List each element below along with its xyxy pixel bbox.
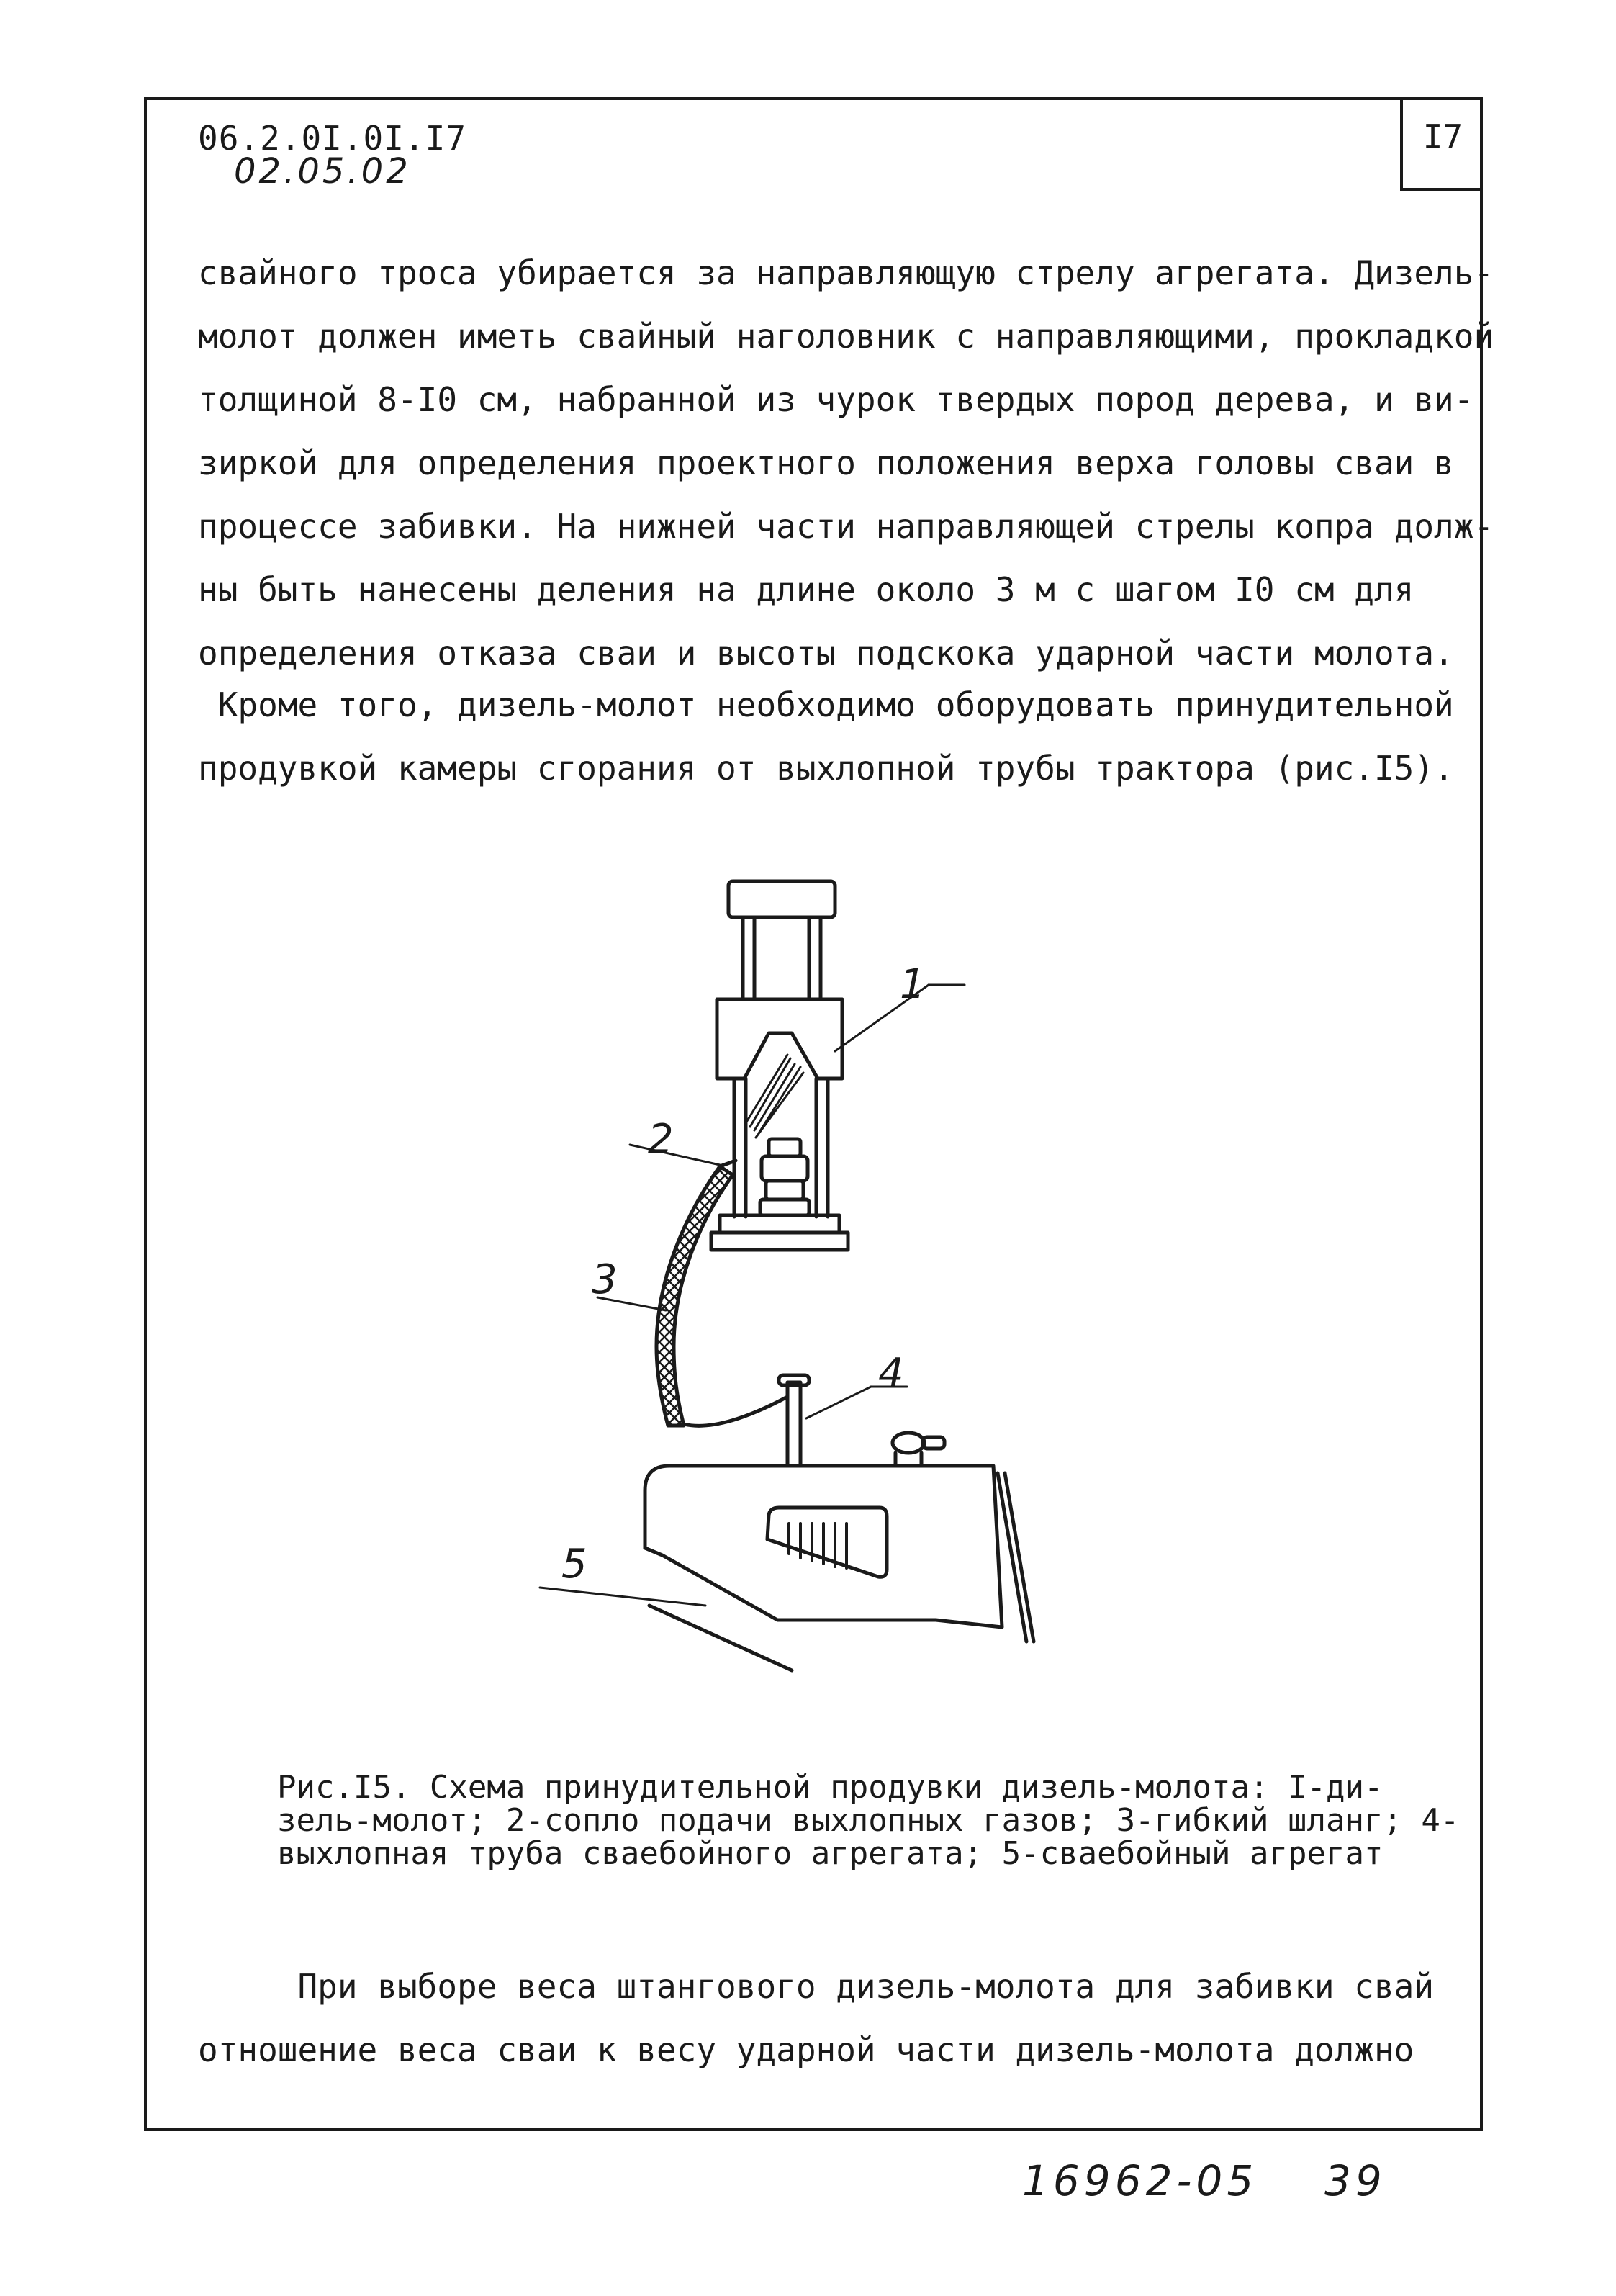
figure-label-4: 4 (878, 1350, 904, 1397)
text-line: зиркой для определения проектного положения верха головы сваи в (198, 444, 1454, 482)
cylinder-part (769, 1139, 800, 1156)
exhaust-pipe-cap (779, 1375, 809, 1385)
figure-label-3: 3 (592, 1256, 618, 1303)
document-code: 06.2.0I.0I.I7 (198, 119, 467, 158)
figure-label-1: 1 (900, 961, 926, 1008)
caption-line: Рис.I5. Схема принудительной продувки дизель-молота: I-ди- (277, 1769, 1383, 1806)
text-line: ны быть нанесены деления на длине около 3 м с шагом I0 см для (198, 570, 1414, 609)
sheet-number: I7 (1422, 117, 1463, 156)
hammer-top-cap (728, 881, 835, 917)
sheet-number-box (1400, 97, 1483, 191)
scheme-drawing (468, 878, 1152, 1757)
figure-label-2: 2 (648, 1116, 674, 1163)
roof-knob-stand (895, 1453, 921, 1466)
text-line: продувкой камеры сгорания от выхлопной трубы трактора (рис.I5). (198, 749, 1454, 788)
page-number: 39 (1324, 2156, 1386, 2205)
exhaust-jet (746, 1055, 803, 1138)
text-line: свайного троса убирается за направляющую стрелу агрегата. Дизель- (198, 253, 1494, 292)
roof-knob (893, 1433, 924, 1453)
leader-line-5 (540, 1588, 705, 1606)
leader-line-2 (630, 1145, 720, 1165)
exhaust-pipe (787, 1382, 800, 1466)
cab-window (767, 1508, 887, 1577)
flexible-hose (656, 1166, 733, 1426)
body-frame-line (1005, 1473, 1034, 1642)
text-line: процессе забивки. На нижней части направляющей стрелы копра долж- (198, 507, 1494, 546)
hose-connection (684, 1397, 787, 1426)
body-paragraph-3 (198, 1955, 1450, 2081)
body-edge (645, 1548, 662, 1555)
text-line: определения отказа сваи и высоты подскока ударной части молота. (198, 634, 1454, 672)
figure-diesel-hammer-scheme (468, 878, 1152, 1757)
text-line: отношение веса сваи к весу ударной части дизель-молота должно (198, 2030, 1414, 2069)
text-line: толщиной 8-I0 см, набранной из чурок твердых пород дерева, и ви- (198, 380, 1474, 419)
anvil-base (711, 1233, 848, 1250)
text-line: Кроме того, дизель-молот необходимо оборудовать принудительной (198, 685, 1454, 724)
text-line: При выборе веса штангового дизель-молота для забивки свай (198, 1967, 1435, 2006)
caption-line: зель-молот; 2-сопло подачи выхлопных газов; 3-гибкий шланг; 4- (277, 1802, 1460, 1839)
caption-line: выхлопная труба сваебойного агрегата; 5-сваебойный агрегат (277, 1835, 1383, 1872)
cylinder-part (762, 1156, 808, 1181)
cylinder-part (766, 1181, 803, 1199)
archive-number: 16962-05 (1022, 2156, 1258, 2205)
figure-label-5: 5 (561, 1541, 587, 1588)
figure-caption (277, 1769, 1460, 1872)
body-paragraph-1 (198, 241, 1494, 685)
cylinder-part (760, 1199, 809, 1215)
body-paragraph-2 (198, 673, 1454, 800)
document-date: 02.05.02 (234, 151, 411, 192)
anvil-base (720, 1215, 839, 1233)
leader-line-4 (806, 1387, 871, 1418)
text-line: молот должен иметь свайный наголовник с направляющими, прокладкой (198, 317, 1494, 356)
